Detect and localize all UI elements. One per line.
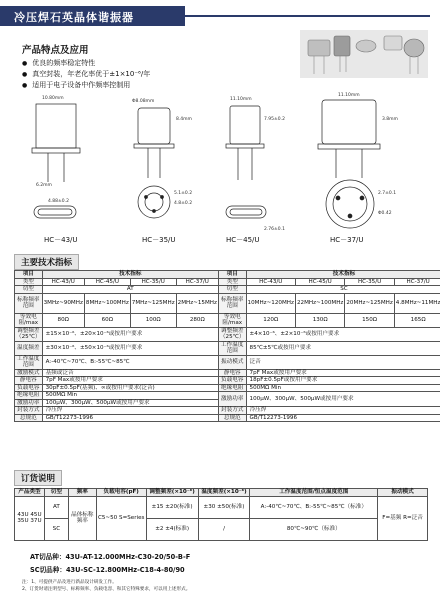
value-cell: 500MΩ Min: [246, 384, 440, 392]
dim-label: 3.8mm: [382, 117, 398, 122]
drawing-hc45: [226, 106, 266, 218]
value-cell: 7pF Max或按用户要求: [42, 377, 218, 385]
row-label: 封装方式: [15, 407, 43, 415]
th-item: 项目: [15, 271, 43, 279]
drawing-caption: HC－37/U: [330, 236, 364, 244]
order-header: 频率: [68, 489, 96, 497]
features-list: [22, 58, 150, 91]
esr-cell: 280Ω: [176, 313, 218, 327]
order-header: 切型: [44, 489, 68, 497]
row-label: 负载电容: [15, 384, 43, 392]
row-label: 总规范: [218, 414, 246, 422]
feature-item: ● 适用于电子设备中作频率控制用: [22, 80, 150, 91]
value-cell: ±15×10⁻⁶、±20×10⁻⁶或按用户要求: [42, 327, 218, 341]
row-label: 激励模式: [15, 369, 43, 377]
esr-cell: 80Ω: [42, 313, 84, 327]
row-label: 等效电阻/max: [218, 313, 246, 327]
esr-cell: 60Ω: [84, 313, 130, 327]
value-cell: 泛音: [246, 355, 440, 369]
range-cell: 7MHz~125MHz: [130, 293, 176, 313]
drawing-caption: HC－45/U: [226, 236, 260, 244]
order-mode: F=基频 R=泛音: [378, 496, 428, 540]
type-cell: HC-35/U: [345, 278, 394, 286]
order-header: 工作温度范围/恒点温度范围: [250, 489, 378, 497]
feature-item: ● 优良的频率稳定特性: [22, 58, 150, 69]
dim-label: 2.7±0.1: [378, 191, 397, 196]
note-line: 注：1、可提供产品及进行新品设计研发工作。: [22, 580, 117, 585]
drawing-caption: HC－35/U: [142, 236, 176, 244]
dim-label: Φ0.42: [378, 211, 392, 216]
title-rule: [185, 15, 430, 17]
value-cell: 30pF±0.5pF(基频)、∞或按用户要求(泛音): [42, 384, 218, 392]
range-cell: 3MHz~90MHz: [42, 293, 84, 313]
value-cell: GB/T12273-1996: [42, 414, 218, 422]
value-cell: 冷压焊: [246, 407, 440, 415]
example-sc: SC切品种：43U-SC-12.800MHz-C18-4-80/90: [30, 566, 185, 574]
row-label: 工作温度范围: [15, 355, 43, 369]
title-bar: [0, 6, 185, 26]
order-tol: /: [198, 518, 250, 540]
row-label: 工作温度范围: [218, 341, 246, 355]
esr-cell: 120Ω: [246, 313, 295, 327]
row-label: 标称频率范围: [15, 293, 43, 313]
type-cell: HC-37/U: [176, 278, 218, 286]
row-label: 封装方式: [218, 407, 246, 415]
package-drawings: [20, 90, 430, 250]
range-cell: 10MHz~120MHz: [246, 293, 295, 313]
range-cell: 22MHz~100MHz: [295, 293, 344, 313]
specs-title: 主要技术指标: [14, 254, 79, 270]
order-header: 负载电容(pF): [96, 489, 146, 497]
value-cell: 基频或泛音: [42, 369, 218, 377]
cut-cell: SC: [246, 286, 440, 294]
order-header: 产品类型: [15, 489, 45, 497]
order-tol: ±30 ±50(标准): [198, 496, 250, 518]
row-label: 等效电阻/max: [15, 313, 43, 327]
th-tech: 技术指标: [42, 271, 218, 279]
row-label: 类型: [218, 278, 246, 286]
th-item: 项目: [218, 271, 246, 279]
dim-label: 4.8±0.2: [174, 201, 193, 206]
value-cell: A:-40℃~70℃、B:-55℃~85℃: [42, 355, 218, 369]
value-cell: 100μW、300μW、500μW或按用户要求: [42, 399, 218, 407]
dim-label: 4.88±0.2: [48, 199, 69, 204]
dim-label: 2.76±0.1: [264, 227, 285, 232]
type-cell: HC-37/U: [394, 278, 440, 286]
dim-label: 10.80mm: [42, 96, 64, 101]
value-cell: GB/T12273-1996: [246, 414, 440, 422]
row-label: 切型: [15, 286, 43, 294]
dim-label: 11.10mm: [338, 93, 360, 98]
row-label: 切型: [218, 286, 246, 294]
example-at: AT切品种：43U-AT-12.000MHz-C30-20/50-B-F: [30, 553, 191, 561]
value-cell: ±30×10⁻⁶、±50×10⁻⁶或按用户要求: [42, 341, 218, 355]
order-table: [14, 488, 428, 541]
type-cell: HC-35/U: [130, 278, 176, 286]
title-banner: [0, 6, 440, 26]
order-temp: 80℃~90℃（标准）: [250, 518, 378, 540]
feature-item: ● 真空封装，年老化率优于±1×10⁻⁶/年: [22, 69, 150, 80]
value-cell: 冷压焊: [42, 407, 218, 415]
dim-label: 6.2mm: [36, 183, 52, 188]
page-title: 冷压焊石英晶体谐振器: [14, 11, 134, 24]
order-adj: ±2 ±4(标准): [146, 518, 198, 540]
value-cell: 85℃±5℃或按用户要求: [246, 341, 440, 355]
type-cell: HC-45/U: [295, 278, 344, 286]
cut-cell: AT: [42, 286, 218, 294]
type-cell: HC-43/U: [246, 278, 295, 286]
range-cell: 8MHz~100MHz: [84, 293, 130, 313]
range-cell: 2MHz~15MHz: [176, 293, 218, 313]
order-freq: 晶体标称频率: [68, 496, 96, 540]
esr-cell: 100Ω: [130, 313, 176, 327]
value-cell: ±4×10⁻⁶、±2×10⁻⁶或按用户要求: [246, 327, 440, 341]
type-cell: HC-43/U: [42, 278, 84, 286]
dim-label: 5.1±0.2: [174, 191, 193, 196]
order-cut: SC: [44, 518, 68, 540]
esr-cell: 150Ω: [345, 313, 394, 327]
row-label: 激励功率: [218, 392, 246, 407]
order-adj: ±15 ±20(标准): [146, 496, 198, 518]
row-label: 静电容: [15, 377, 43, 385]
row-label: 静电容: [218, 369, 246, 377]
row-label: 调整频差（25℃）: [16, 327, 41, 340]
range-cell: 4.8MHz~11MHz: [394, 293, 440, 313]
drawing-hc35: [134, 108, 174, 218]
row-label: 标称频率范围: [218, 293, 246, 313]
row-label: 负载电容: [218, 377, 246, 385]
order-header: 调整频差(×10⁻⁶): [146, 489, 198, 497]
order-types: 43U 45U 35U 37U: [15, 496, 45, 540]
drawing-caption: HC－43/U: [44, 236, 78, 244]
order-title: 订货说明: [14, 470, 62, 486]
row-label: 激励功率: [15, 399, 43, 407]
dim-label: 11.10mm: [230, 97, 252, 102]
value-cell: 100μW、300μW、500μW或按用户要求: [246, 392, 440, 407]
row-label: 振动模式: [218, 355, 246, 369]
esr-cell: 130Ω: [295, 313, 344, 327]
drawing-hc37: [318, 100, 380, 228]
th-tech: 技术指标: [246, 271, 440, 279]
order-header: 振动模式: [378, 489, 428, 497]
type-cell: HC-45/U: [84, 278, 130, 286]
row-label: 总规范: [15, 414, 43, 422]
note-line: 2、订货时请注明型号、标称频率、负载电容、和其它特殊要求，可以用上述形式。: [22, 587, 191, 592]
esr-cell: 165Ω: [394, 313, 440, 327]
order-header: 温度频差(×10⁻⁶): [198, 489, 250, 497]
dim-label: Φ8.08mm: [132, 99, 155, 104]
row-label: 温度频差: [15, 341, 43, 355]
value-cell: 500MΩ Min: [42, 392, 218, 400]
notes: [22, 579, 190, 593]
row-label: 绝缘电阻: [15, 392, 43, 400]
value-cell: 7pF Max或按用户要求: [246, 369, 440, 377]
row-label: 绝缘电阻: [218, 384, 246, 392]
row-label: 调整频差（25℃）: [219, 327, 245, 340]
dim-label: 8.4mm: [176, 117, 192, 122]
range-cell: 20MHz~125MHz: [345, 293, 394, 313]
order-cut: AT: [44, 496, 68, 518]
features-title: 产品特点及应用: [22, 45, 89, 56]
dim-label: 7.95±0.2: [264, 117, 285, 122]
order-temp: A:-40℃~70℃、B:-55℃~85℃（标准）: [250, 496, 378, 518]
spec-table: [14, 270, 440, 422]
product-photo: [300, 30, 428, 78]
row-label: 类型: [15, 278, 43, 286]
order-load: C5~50 S=Series: [96, 496, 146, 540]
value-cell: 18pF±0.5pF或按用户要求: [246, 377, 440, 385]
